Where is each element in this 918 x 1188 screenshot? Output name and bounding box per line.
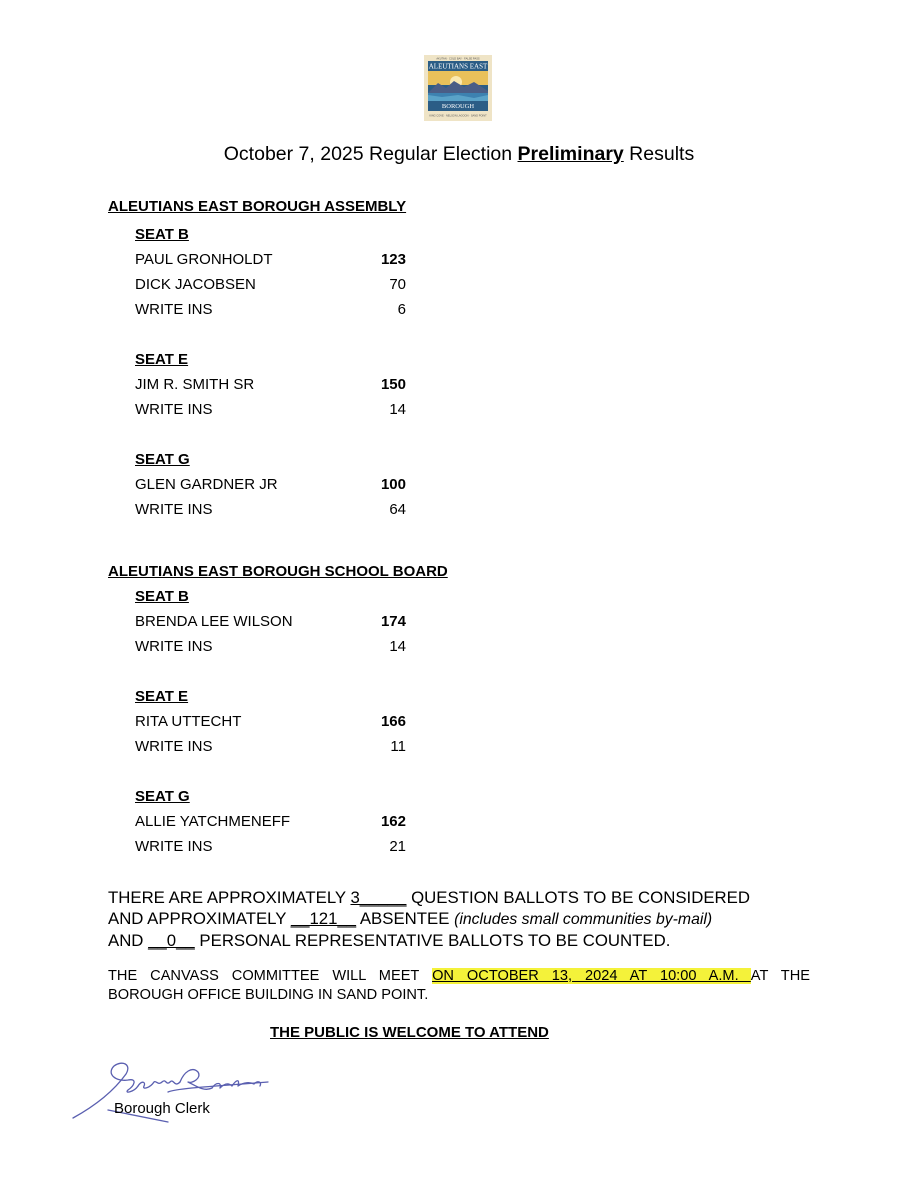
clerk-title: Borough Clerk [114,1100,210,1117]
vote-count: 21 [389,838,406,855]
ballots-line3-prefix: AND [108,931,149,950]
result-row [135,401,406,419]
ballots-line1-suffix: QUESTION BALLOTS TO BE CONSIDERED [406,888,750,907]
candidate-name: ALLIE YATCHMENEFF [135,813,291,830]
vote-count: 70 [389,276,406,293]
candidate-name: WRITE INS [135,501,213,518]
candidate-name: DICK JACOBSEN [135,276,256,293]
result-row [135,613,406,631]
result-row [135,713,406,731]
vote-count: 162 [380,813,406,830]
result-row [135,813,406,831]
canvass-line-1 [108,967,810,986]
public-welcome-notice: THE PUBLIC IS WELCOME TO ATTEND [270,1024,549,1041]
vote-count: 14 [389,638,406,655]
result-row [135,376,406,394]
ballots-line-3 [108,930,750,951]
ballots-line3-suffix: PERSONAL REPRESENTATIVE BALLOTS TO BE COUNTED. [194,931,671,950]
assembly-seat-e-label: SEAT E [135,351,189,368]
assembly-seat-b-label: SEAT B [135,226,189,243]
school-board-seat-b-label: SEAT B [135,588,189,605]
canvass-line-2: BOROUGH OFFICE BUILDING IN SAND POINT. [108,987,429,1003]
candidate-name: BRENDA LEE WILSON [135,613,293,630]
candidate-name: WRITE INS [135,401,213,418]
logo-bottom-text: KING COVE · NELSON LAGOON · SAND POINT [429,114,487,118]
title-prefix: October 7, 2025 Regular Election [223,143,518,165]
page-title [0,143,918,166]
vote-count: 100 [380,476,406,493]
logo-name-line2: BOROUGH [441,103,475,110]
personal-rep-ballot-count: __0__ [148,931,195,950]
vote-count: 6 [397,301,406,318]
result-row [135,301,406,319]
result-row [135,838,406,856]
candidate-name: PAUL GRONHOLDT [135,251,273,268]
vote-count: 64 [389,501,406,518]
assembly-seat-g-label: SEAT G [135,451,190,468]
ballots-line2-prefix: AND APPROXIMATELY [108,909,291,928]
result-row [135,476,406,494]
canvass-suffix: AT THE [750,968,810,984]
school-board-seat-e-label: SEAT E [135,688,189,705]
logo-top-text: AKUTAN · COLD BAY · FALSE PASS [436,57,480,61]
absentee-ballot-count: __121__ [290,909,357,928]
candidate-name: WRITE INS [135,738,213,755]
question-ballot-count: 3_____ [350,888,407,907]
result-row [135,501,406,519]
candidate-name: JIM R. SMITH SR [135,376,255,393]
vote-count: 14 [389,401,406,418]
absentee-note: (includes small communities by-mail) [454,911,713,928]
vote-count: 166 [380,713,406,730]
canvass-prefix: THE CANVASS COMMITTEE WILL MEET [108,968,433,984]
result-row [135,738,406,756]
result-row [135,251,406,269]
ballots-line-1 [108,887,750,908]
vote-count: 174 [380,613,406,630]
candidate-name: WRITE INS [135,838,213,855]
canvass-notice [108,967,810,1005]
candidate-name: WRITE INS [135,301,213,318]
vote-count: 150 [380,376,406,393]
ballots-line1-prefix: THERE ARE APPROXIMATELY [108,888,351,907]
candidate-name: GLEN GARDNER JR [135,476,278,493]
ballots-line-2 [108,908,750,930]
result-row [135,638,406,656]
result-row [135,276,406,294]
aleutians-east-borough-logo [424,55,492,121]
assembly-heading: ALEUTIANS EAST BOROUGH ASSEMBLY [108,198,407,215]
vote-count: 11 [390,738,406,755]
school-board-heading: ALEUTIANS EAST BOROUGH SCHOOL BOARD [108,563,448,580]
title-emphasis: Preliminary [517,143,624,165]
canvass-date-highlight: ON OCTOBER 13, 2024 AT 10:00 A.M. [432,968,751,984]
ballots-line2-mid: ABSENTEE [356,909,455,928]
candidate-name: WRITE INS [135,638,213,655]
title-suffix: Results [623,143,695,165]
candidate-name: RITA UTTECHT [135,713,242,730]
school-board-seat-g-label: SEAT G [135,788,190,805]
ballots-paragraph [108,887,750,951]
vote-count: 123 [380,251,406,268]
logo-name-line1: ALEUTIANS EAST [428,62,488,71]
